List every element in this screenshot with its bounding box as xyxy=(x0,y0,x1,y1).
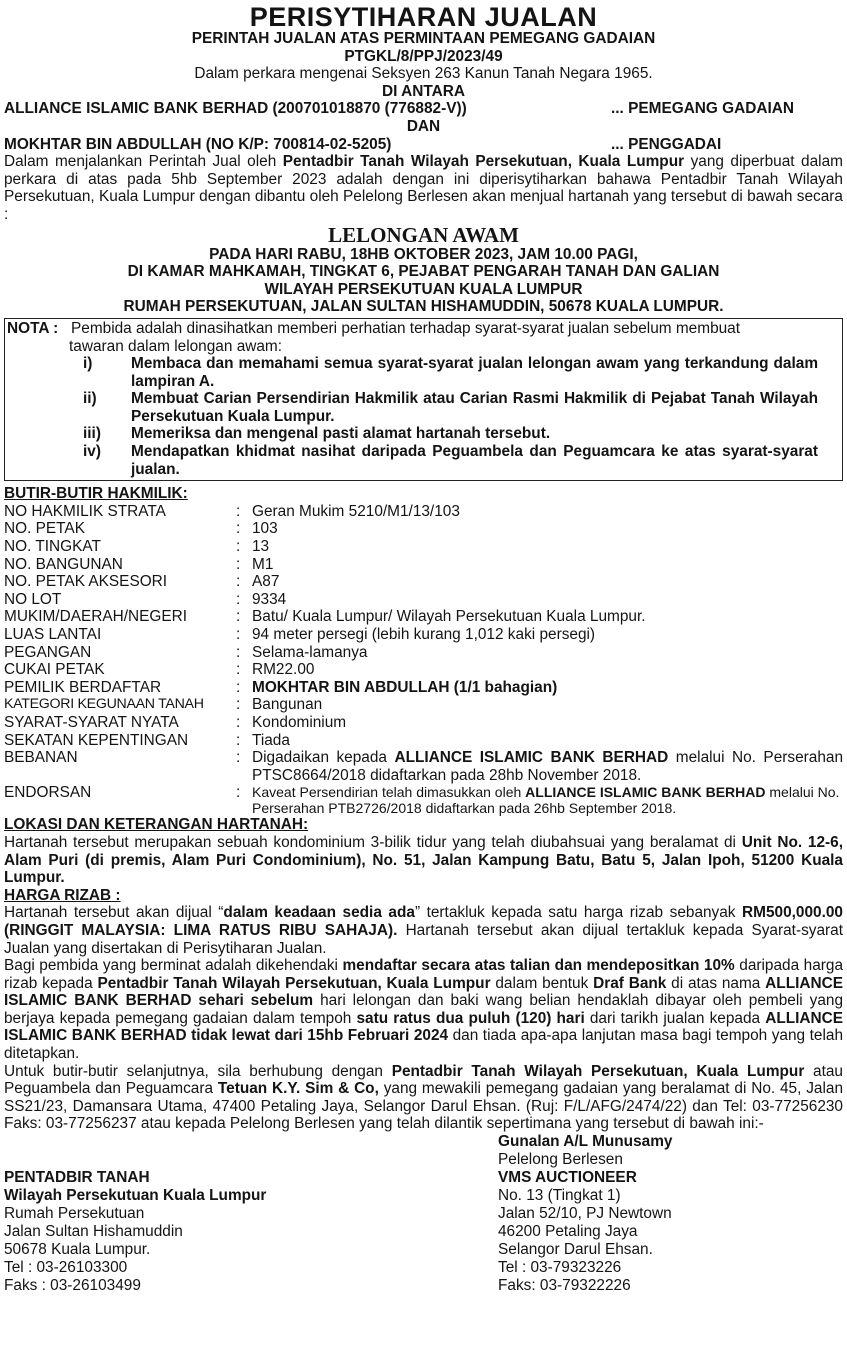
detail-sep: : xyxy=(236,573,241,591)
detail-row xyxy=(4,608,843,626)
detail-value: Selama-lamanya xyxy=(252,643,368,661)
detail-row xyxy=(4,573,843,591)
detail-row-endorsan xyxy=(4,784,843,816)
detail-value: Tiada xyxy=(252,731,290,749)
party-chargee xyxy=(4,100,843,118)
detail-sep: : xyxy=(236,520,241,538)
detail-sep: : xyxy=(236,555,241,573)
bebanan-text-2: melalui No. Perserahan PTSC8664/2018 didaftarkan pada 28hb November 2018. xyxy=(252,749,843,784)
nota-item-num: iii) xyxy=(83,425,101,443)
reserve-text-2: ” tertakluk kepada satu harga rizab sebanyak xyxy=(414,904,736,922)
deposit-bank: ALLIANCE ISLAMIC BANK BERHAD sehari sebelum xyxy=(4,974,843,1010)
auctioneer-contact xyxy=(498,1133,843,1295)
detail-sep: : xyxy=(236,643,241,661)
contact-law-firm: Tetuan K.Y. Sim & Co, xyxy=(217,1080,379,1098)
detail-value: A87 xyxy=(252,573,280,591)
nota-box xyxy=(4,318,843,481)
contact-text-1: Untuk butir-butir selanjutnya, sila berhubung dengan xyxy=(4,1062,383,1080)
deposit-text-7: dan tiada apa-apa lanjutan masa bagi tempoh yang telah ditetapkan. xyxy=(4,1027,843,1063)
detail-value xyxy=(252,784,843,816)
chargor-role: ... PENGGADAI xyxy=(611,135,722,153)
detail-sep: : xyxy=(236,749,241,767)
nota-item xyxy=(7,390,838,425)
nota-item-text: Memeriksa dan mengenal pasti alamat hartanah tersebut. xyxy=(131,425,551,443)
chargee-role: ... PEMEGANG GADAIAN xyxy=(611,100,794,118)
detail-sep: : xyxy=(236,696,241,714)
matter-line: Dalam perkara mengenai Seksyen 263 Kanun Tanah Negara 1965. xyxy=(194,65,653,83)
nota-text-2: tawaran dalam lelongan awam: xyxy=(69,337,283,355)
detail-row xyxy=(4,679,843,697)
property-address: Unit No. 12-6, Alam Puri (di premis, Alam Puri Condominium), No. 51, Jalan Kampung Batu, Batu 5, Jalan Ipoh, 51200 Kuala Lumpur. xyxy=(4,833,844,887)
deposit-text-5: hari lelongan dan baki wang belian hendaklah dibayar oleh pembeli yang berjaya kepada pemegang gadaian dalam tempoh xyxy=(4,992,844,1027)
deposit-requirement: mendaftar secara atas talian dan mendepositkan 10% xyxy=(342,957,735,975)
title-details xyxy=(4,503,843,817)
detail-sep: : xyxy=(236,713,241,731)
detail-key: SYARAT-SYARAT NYATA xyxy=(4,713,179,731)
deposit-text-4: di atas nama xyxy=(671,974,761,992)
detail-value: Geran Mukim 5210/M1/13/103 xyxy=(252,502,460,520)
auction-date: PADA HARI RABU, 18HB OKTOBER 2023, JAM 10.00 PAGI, xyxy=(209,245,638,263)
detail-sep: : xyxy=(236,731,241,749)
auction-heading: LELONGAN AWAM xyxy=(328,222,519,247)
nota-item xyxy=(7,443,838,478)
detail-row xyxy=(4,661,843,679)
detail-value xyxy=(252,749,843,784)
detail-row xyxy=(4,644,843,662)
detail-key: MUKIM/DAERAH/NEGERI xyxy=(4,608,187,626)
deposit-payee: Pentadbir Tanah Wilayah Persekutuan, Kuala Lumpur xyxy=(97,974,491,992)
detail-value: 13 xyxy=(252,538,270,556)
detail-key: SEKATAN KEPENTINGAN xyxy=(4,731,189,749)
detail-key: NO. PETAK xyxy=(4,520,85,538)
detail-key: KATEGORI KEGUNAAN TANAH xyxy=(4,696,204,713)
footer-contacts xyxy=(4,1133,843,1295)
detail-value: 9334 xyxy=(252,590,287,608)
deposit-form: Draf Bank xyxy=(593,974,667,992)
detail-key: CUKAI PETAK xyxy=(4,661,105,679)
detail-value: Bangunan xyxy=(252,696,323,714)
party-chargor xyxy=(4,136,843,154)
nota-item xyxy=(7,425,838,443)
auctioneer-address-line: 46200 Petaling Jaya xyxy=(498,1223,638,1241)
contact-text-2: atau Peguambela dan Peguamcara xyxy=(4,1062,843,1098)
auctioneer-phone: Tel : 03-79323226 xyxy=(498,1259,622,1277)
admin-phone: Tel : 03-26103300 xyxy=(4,1259,128,1277)
detail-row xyxy=(4,696,843,714)
detail-value: Batu/ Kuala Lumpur/ Wilayah Persekutuan Kuala Lumpur. xyxy=(252,608,646,626)
admin-address-line: 50678 Kuala Lumpur. xyxy=(4,1241,151,1259)
location-text: Hartanah tersebut merupakan sebuah kondominium 3-bilik tidur yang telah diubahsuai yang beralamat di xyxy=(4,833,736,851)
detail-row xyxy=(4,732,843,750)
detail-row xyxy=(4,520,843,538)
auction-venue-1: DI KAMAR MAHKAMAH, TINGKAT 6, PEJABAT PENGARAH TANAH DAN GALIAN xyxy=(127,263,720,281)
contact-text-3: yang mewakili pemegang gadaian yang beralamat di No. 45, Jalan SS21/23, Damansara Utama, 47400 Petaling Jaya, Selangor Darul Ehsan. (Ruj: F/L/AFG/2474/22) dan Tel: 03-77256230 Faks: 03-77256237 atau kepada Pelelong Berlesen yang telah dilantik sepertimana yang tersebut di bawah ini:- xyxy=(4,1080,844,1133)
reference-number: PTGKL/8/PPJ/2023/49 xyxy=(344,47,503,65)
detail-key: NO. PETAK AKSESORI xyxy=(4,573,168,591)
admin-fax: Faks : 03-26103499 xyxy=(4,1277,141,1295)
notice-subtitle: PERINTAH JUALAN ATAS PERMINTAAN PEMEGANG GADAIAN xyxy=(191,30,656,47)
reserve-paragraph-3 xyxy=(4,1063,843,1133)
nota-item-num: iv) xyxy=(83,443,101,461)
auctioneer-company: VMS AUCTIONEER xyxy=(498,1169,637,1187)
bebanan-bank: ALLIANCE ISLAMIC BANK BERHAD xyxy=(394,749,669,767)
location-paragraph xyxy=(4,834,843,887)
deposit-text-3: dalam bentuk xyxy=(495,974,589,992)
detail-row-bebanan xyxy=(4,749,843,784)
endorsan-text-2: melalui No. Perserahan PTB2726/2018 didaftarkan pada 26hb September 2018. xyxy=(252,784,840,817)
detail-key: NO LOT xyxy=(4,590,62,608)
chargee-name: ALLIANCE ISLAMIC BANK BERHAD (200701018870 (776882-V)) xyxy=(4,100,467,118)
contact-authority: Pentadbir Tanah Wilayah Persekutuan, Kuala Lumpur xyxy=(391,1062,805,1080)
auctioneer-role: Pelelong Berlesen xyxy=(498,1151,623,1169)
auctioneer-address-line: No. 13 (Tingkat 1) xyxy=(498,1187,621,1205)
detail-value: 94 meter persegi (lebih kurang 1,012 kaki persegi) xyxy=(252,626,596,643)
admin-title: PENTADBIR TANAH xyxy=(4,1169,150,1187)
reserve-price: RM500,000.00 (RINGGIT MALAYSIA: LIMA RATUS RIBU SAHAJA). xyxy=(4,904,843,939)
detail-sep: : xyxy=(236,661,241,679)
reserve-text-1: Hartanah tersebut akan dijual “ xyxy=(4,904,224,922)
intro-text-2: yang diperbuat dalam perkara di atas pada 5hb September 2023 adalah dengan ini diperisytiharkan bahawa Pentadbir Tanah Wilayah Persekutuan, Kuala Lumpur dengan dibantu oleh Pelelong Berlesen akan menjual hartanah yang tersebut di bawah secara : xyxy=(4,153,843,223)
chargor-name: MOKHTAR BIN ABDULLAH (NO K/P: 700814-02-5205) xyxy=(4,135,392,153)
detail-key: NO. BANGUNAN xyxy=(4,555,123,573)
deposit-text-6: dari tarikh jualan kepada xyxy=(589,1009,761,1027)
balance-period: satu ratus dua puluh (120) hari xyxy=(356,1009,585,1027)
detail-sep: : xyxy=(236,626,241,643)
detail-sep: : xyxy=(236,784,241,802)
title-details-heading: BUTIR-BUTIR HAKMILIK: xyxy=(4,485,188,503)
auction-venue-2: WILAYAH PERSEKUTUAN KUALA LUMPUR xyxy=(264,280,583,298)
detail-value: M1 xyxy=(252,555,274,573)
detail-row xyxy=(4,626,843,644)
auctioneer-address-line: Jalan 52/10, PJ Newtown xyxy=(498,1205,672,1223)
nota-list xyxy=(7,355,838,478)
nota-label: NOTA : xyxy=(7,319,59,337)
detail-key: NO HAKMILIK STRATA xyxy=(4,502,166,520)
detail-value: 103 xyxy=(252,520,278,538)
auctioneer-fax: Faks: 03-79322226 xyxy=(498,1277,631,1295)
between-label: DI ANTARA xyxy=(382,82,465,100)
detail-key: BEBANAN xyxy=(4,749,78,767)
detail-value: Kondominium xyxy=(252,713,347,731)
notice-title: PERISYTIHARAN JUALAN xyxy=(249,2,598,32)
nota-item-num: ii) xyxy=(83,390,97,408)
nota-item-text: Membaca dan memahami semua syarat-syarat jualan lelongan awam yang terkandung dalam lampiran A. xyxy=(131,355,818,390)
and-label: DAN xyxy=(406,117,441,135)
intro-text-1: Dalam menjalankan Perintah Jual oleh xyxy=(4,153,277,171)
reserve-paragraph-1 xyxy=(4,904,843,957)
detail-sep: : xyxy=(236,678,241,696)
nota-header xyxy=(7,320,838,338)
admin-address-line: Rumah Persekutuan xyxy=(4,1205,145,1223)
detail-key: LUAS LANTAI xyxy=(4,626,102,643)
detail-row xyxy=(4,556,843,574)
reserve-paragraph-2 xyxy=(4,957,843,1063)
auction-venue-3: RUMAH PERSEKUTUAN, JALAN SULTAN HISHAMUDDIN, 50678 KUALA LUMPUR. xyxy=(123,298,724,316)
bebanan-text-1: Digadaikan kepada xyxy=(252,749,387,767)
detail-key: ENDORSAN xyxy=(4,784,92,802)
auctioneer-address-line: Selangor Darul Ehsan. xyxy=(498,1241,653,1259)
nota-item-num: i) xyxy=(83,355,93,373)
intro-authority: Pentadbir Tanah Wilayah Persekutuan, Kuala Lumpur xyxy=(282,153,685,171)
reserve-as-is: dalam keadaan sedia ada xyxy=(223,904,415,922)
detail-key: PEGANGAN xyxy=(4,643,92,661)
detail-key: PEMILIK BERDAFTAR xyxy=(4,678,162,696)
nota-item xyxy=(7,355,838,390)
detail-value: MOKHTAR BIN ABDULLAH (1/1 bahagian) xyxy=(252,678,558,696)
nota-text: Pembida adalah dinasihatkan memberi perhatian terhadap syarat-syarat jualan sebelum membuat xyxy=(71,319,741,337)
nota-item-text: Membuat Carian Persendirian Hakmilik atau Carian Rasmi Hakmilik di Pejabat Tanah Wilayah Persekutuan Kuala Lumpur. xyxy=(131,390,818,425)
detail-value: RM22.00 xyxy=(252,661,315,679)
auctioneer-name: Gunalan A/L Munusamy xyxy=(498,1133,673,1151)
detail-row xyxy=(4,714,843,732)
deposit-text-2: daripada harga rizab kepada xyxy=(4,957,844,992)
deposit-text-1: Bagi pembida yang berminat adalah dikehendaki xyxy=(4,957,338,975)
reserve-text-3: Hartanah tersebut akan dijual tertakluk kepada Syarat-syarat Jualan yang disertakan di Perisytiharan Jualan. xyxy=(4,921,843,957)
detail-row xyxy=(4,538,843,556)
detail-key: NO. TINGKAT xyxy=(4,538,101,556)
intro-paragraph xyxy=(4,153,843,223)
endorsan-bank: ALLIANCE ISLAMIC BANK BERHAD xyxy=(525,784,766,801)
detail-row xyxy=(4,591,843,609)
endorsan-text-1: Kaveat Persendirian telah dimasukkan oleh xyxy=(252,784,522,801)
admin-office: Wilayah Persekutuan Kuala Lumpur xyxy=(4,1187,267,1205)
detail-sep: : xyxy=(236,608,241,626)
reserve-heading: HARGA RIZAB : xyxy=(4,886,121,904)
detail-sep: : xyxy=(236,538,241,556)
admin-address-line: Jalan Sultan Hishamuddin xyxy=(4,1223,183,1241)
detail-sep: : xyxy=(236,502,241,520)
location-heading: LOKASI DAN KETERANGAN HARTANAH: xyxy=(4,816,309,834)
detail-sep: : xyxy=(236,590,241,608)
nota-item-text: Mendapatkan khidmat nasihat daripada Peguambela dan Peguamcara ke atas syarat-syarat jualan. xyxy=(131,443,818,478)
detail-row xyxy=(4,503,843,521)
balance-deadline: ALLIANCE ISLAMIC BANK BERHAD tidak lewat dari 15hb Februari 2024 xyxy=(4,1009,844,1045)
land-administrator-contact xyxy=(4,1133,484,1295)
